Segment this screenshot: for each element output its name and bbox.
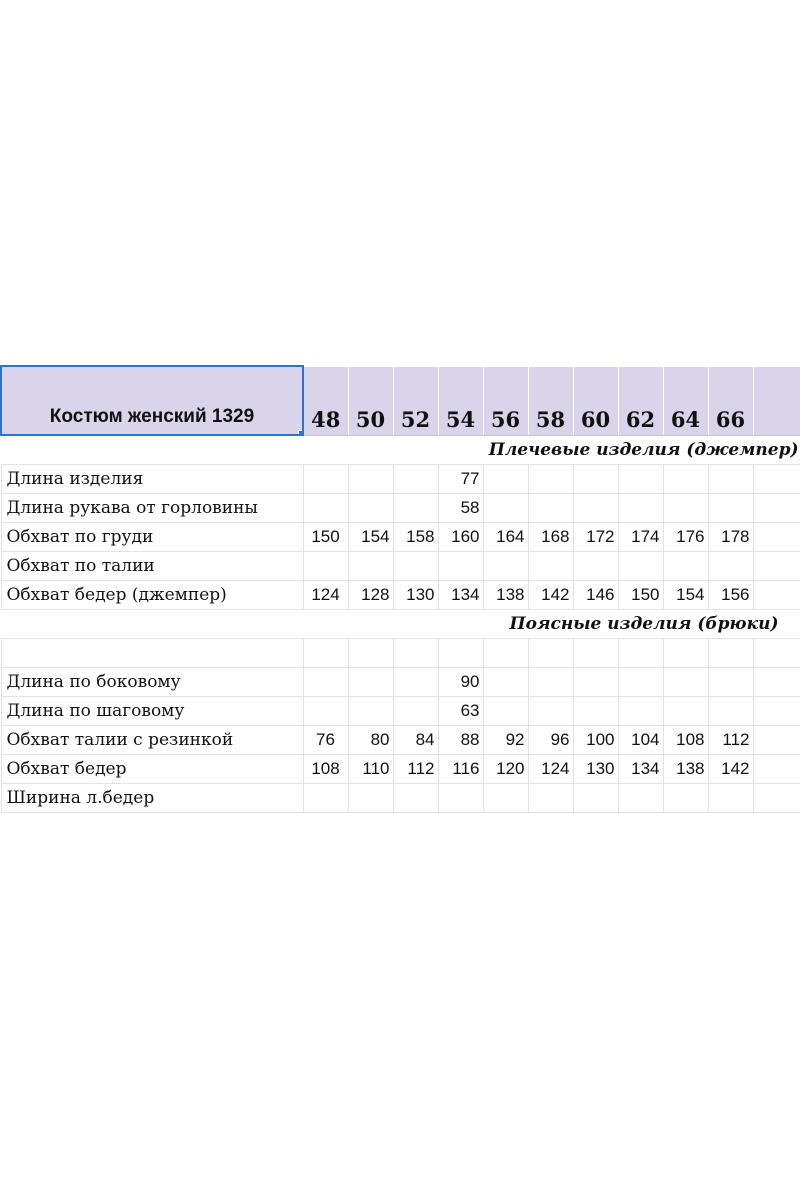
table-row	[1, 580, 800, 609]
value-cell[interactable]: 164	[483, 522, 528, 551]
section-row	[1, 609, 800, 638]
table-row	[1, 725, 800, 754]
value-cell[interactable]	[348, 551, 393, 580]
value-cell[interactable]: 104	[618, 725, 663, 754]
value-cell[interactable]	[303, 667, 348, 696]
value-cell[interactable]	[618, 696, 663, 725]
section-title[interactable]: Плечевые изделия (джемпер)	[1, 435, 800, 464]
value-cell[interactable]: 156	[708, 580, 753, 609]
value-cell[interactable]	[348, 464, 393, 493]
value-cell[interactable]: 84	[393, 725, 438, 754]
row-label[interactable]: Обхват бедер	[1, 754, 303, 783]
value-cell[interactable]	[618, 493, 663, 522]
table-row	[1, 551, 800, 580]
value-cell[interactable]	[528, 667, 573, 696]
size-header-cell[interactable]: 52	[393, 366, 438, 435]
value-cell[interactable]	[708, 638, 753, 667]
value-cell[interactable]: 76	[303, 725, 348, 754]
row-label[interactable]: Обхват по груди	[1, 522, 303, 551]
value-cell[interactable]	[393, 696, 438, 725]
value-cell[interactable]	[528, 551, 573, 580]
row-label[interactable]: Обхват талии с резинкой	[1, 725, 303, 754]
header-row	[1, 366, 800, 435]
value-cell[interactable]	[573, 638, 618, 667]
value-cell[interactable]: 154	[348, 522, 393, 551]
table-row	[1, 464, 800, 493]
value-cell[interactable]: 116	[438, 754, 483, 783]
value-cell[interactable]	[708, 464, 753, 493]
row-label[interactable]: Длина по шаговому	[1, 696, 303, 725]
value-cell[interactable]	[528, 638, 573, 667]
value-cell[interactable]	[573, 783, 618, 812]
value-cell[interactable]	[618, 638, 663, 667]
value-cell[interactable]	[483, 493, 528, 522]
value-cell[interactable]	[483, 696, 528, 725]
table-row	[1, 493, 800, 522]
value-cell[interactable]	[438, 783, 483, 812]
value-cell[interactable]: 174	[618, 522, 663, 551]
table-row	[1, 696, 800, 725]
value-cell[interactable]	[573, 551, 618, 580]
value-cell[interactable]: 134	[438, 580, 483, 609]
value-cell[interactable]: 92	[483, 725, 528, 754]
value-cell[interactable]: 142	[528, 580, 573, 609]
table-row	[1, 638, 800, 667]
size-header-cell[interactable]: 56	[483, 366, 528, 435]
size-chart-table	[0, 365, 800, 813]
value-cell[interactable]: 146	[573, 580, 618, 609]
empty-cell[interactable]	[753, 580, 800, 609]
value-cell[interactable]: 63	[438, 696, 483, 725]
value-cell[interactable]	[348, 696, 393, 725]
size-header-cell[interactable]: 50	[348, 366, 393, 435]
value-cell[interactable]: 90	[438, 667, 483, 696]
selected-title-cell[interactable]	[1, 366, 303, 435]
value-cell[interactable]: 150	[618, 580, 663, 609]
size-header-cell[interactable]: 58	[528, 366, 573, 435]
value-cell[interactable]: 142	[708, 754, 753, 783]
value-cell[interactable]	[708, 783, 753, 812]
value-cell[interactable]: 176	[663, 522, 708, 551]
value-cell[interactable]	[618, 783, 663, 812]
value-cell[interactable]: 138	[663, 754, 708, 783]
value-cell[interactable]	[528, 783, 573, 812]
table-row	[1, 522, 800, 551]
value-cell[interactable]	[348, 638, 393, 667]
value-cell[interactable]	[303, 493, 348, 522]
value-cell[interactable]: 160	[438, 522, 483, 551]
size-header-cell[interactable]: 54	[438, 366, 483, 435]
value-cell[interactable]: 88	[438, 725, 483, 754]
size-header-cell[interactable]: 48	[303, 366, 348, 435]
value-cell[interactable]	[438, 551, 483, 580]
empty-cell[interactable]	[753, 366, 800, 435]
value-cell[interactable]	[528, 493, 573, 522]
value-cell[interactable]	[393, 638, 438, 667]
row-label[interactable]: Обхват бедер (джемпер)	[1, 580, 303, 609]
value-cell[interactable]	[663, 783, 708, 812]
table-row	[1, 667, 800, 696]
value-cell[interactable]	[573, 464, 618, 493]
value-cell[interactable]: 138	[483, 580, 528, 609]
size-header-cell[interactable]: 66	[708, 366, 753, 435]
value-cell[interactable]	[483, 638, 528, 667]
row-label[interactable]	[1, 638, 303, 667]
value-cell[interactable]	[438, 638, 483, 667]
value-cell[interactable]: 130	[393, 580, 438, 609]
empty-cell[interactable]	[753, 725, 800, 754]
value-cell[interactable]	[663, 696, 708, 725]
empty-cell[interactable]	[753, 464, 800, 493]
value-cell[interactable]: 77	[438, 464, 483, 493]
value-cell[interactable]	[393, 551, 438, 580]
value-cell[interactable]	[618, 551, 663, 580]
value-cell[interactable]: 178	[708, 522, 753, 551]
value-cell[interactable]: 110	[348, 754, 393, 783]
value-cell[interactable]	[708, 551, 753, 580]
spreadsheet-view	[0, 365, 800, 837]
value-cell[interactable]	[528, 696, 573, 725]
section-row	[1, 435, 800, 464]
value-cell[interactable]: 150	[303, 522, 348, 551]
value-cell[interactable]	[303, 464, 348, 493]
value-cell[interactable]: 112	[708, 725, 753, 754]
table-row	[1, 754, 800, 783]
value-cell[interactable]: 58	[438, 493, 483, 522]
fill-handle[interactable]	[298, 430, 303, 435]
value-cell[interactable]	[483, 667, 528, 696]
row-label[interactable]: Обхват по талии	[1, 551, 303, 580]
value-cell[interactable]	[618, 667, 663, 696]
value-cell[interactable]	[663, 551, 708, 580]
value-cell[interactable]	[348, 667, 393, 696]
value-cell[interactable]	[573, 667, 618, 696]
value-cell[interactable]: 112	[393, 754, 438, 783]
table-row	[1, 783, 800, 812]
value-cell[interactable]	[663, 464, 708, 493]
value-cell[interactable]	[573, 696, 618, 725]
value-cell[interactable]	[348, 783, 393, 812]
empty-cell[interactable]	[753, 638, 800, 667]
value-cell[interactable]: 134	[618, 754, 663, 783]
value-cell[interactable]: 130	[573, 754, 618, 783]
value-cell[interactable]: 80	[348, 725, 393, 754]
size-header-cell[interactable]: 62	[618, 366, 663, 435]
value-cell[interactable]	[393, 667, 438, 696]
value-cell[interactable]	[708, 696, 753, 725]
value-cell[interactable]	[303, 638, 348, 667]
empty-cell[interactable]	[753, 754, 800, 783]
value-cell[interactable]	[483, 464, 528, 493]
value-cell[interactable]	[708, 667, 753, 696]
value-cell[interactable]: 100	[573, 725, 618, 754]
value-cell[interactable]	[393, 783, 438, 812]
value-cell[interactable]	[303, 783, 348, 812]
size-header-cell[interactable]: 64	[663, 366, 708, 435]
value-cell[interactable]	[483, 783, 528, 812]
value-cell[interactable]	[483, 551, 528, 580]
value-cell[interactable]: 108	[303, 754, 348, 783]
empty-cell[interactable]	[753, 783, 800, 812]
value-cell[interactable]: 154	[663, 580, 708, 609]
value-cell[interactable]	[618, 464, 663, 493]
row-label[interactable]: Длина рукава от горловины	[1, 493, 303, 522]
value-cell[interactable]	[663, 493, 708, 522]
empty-cell[interactable]	[753, 667, 800, 696]
value-cell[interactable]	[303, 551, 348, 580]
empty-cell[interactable]	[753, 696, 800, 725]
value-cell[interactable]: 168	[528, 522, 573, 551]
row-label[interactable]: Длина по боковому	[1, 667, 303, 696]
empty-cell[interactable]	[753, 493, 800, 522]
value-cell[interactable]: 128	[348, 580, 393, 609]
value-cell[interactable]: 108	[663, 725, 708, 754]
value-cell[interactable]	[393, 464, 438, 493]
value-cell[interactable]	[663, 667, 708, 696]
value-cell[interactable]	[393, 493, 438, 522]
value-cell[interactable]: 124	[303, 580, 348, 609]
row-label[interactable]: Ширина л.бедер	[1, 783, 303, 812]
size-header-cell[interactable]: 60	[573, 366, 618, 435]
value-cell[interactable]	[528, 464, 573, 493]
value-cell[interactable]	[303, 696, 348, 725]
empty-cell[interactable]	[753, 522, 800, 551]
value-cell[interactable]: 120	[483, 754, 528, 783]
table-title: Костюм женский 1329	[49, 406, 255, 427]
value-cell[interactable]	[708, 493, 753, 522]
value-cell[interactable]	[573, 493, 618, 522]
value-cell[interactable]: 172	[573, 522, 618, 551]
value-cell[interactable]: 124	[528, 754, 573, 783]
row-label[interactable]: Длина изделия	[1, 464, 303, 493]
empty-cell[interactable]	[753, 551, 800, 580]
section-title[interactable]: Поясные изделия (брюки)	[1, 609, 800, 638]
value-cell[interactable]	[348, 493, 393, 522]
value-cell[interactable]: 96	[528, 725, 573, 754]
value-cell[interactable]	[663, 638, 708, 667]
value-cell[interactable]: 158	[393, 522, 438, 551]
